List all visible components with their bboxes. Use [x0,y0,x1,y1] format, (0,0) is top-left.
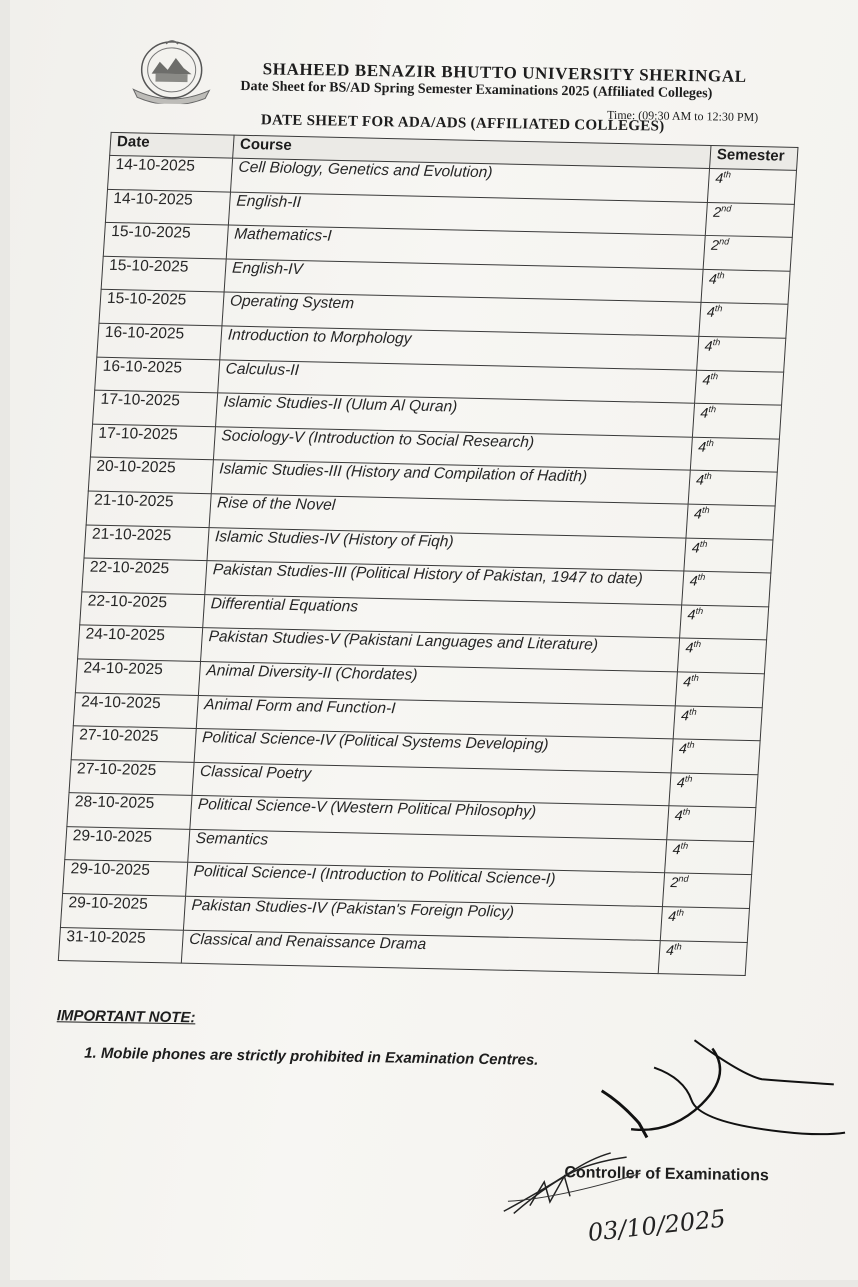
cell-course: Mathematics-I [226,225,705,269]
cell-semester [686,504,775,539]
cell-date: 29-10-2025 [63,860,188,896]
semester-number: 4 [684,639,694,656]
semester-number: 4 [674,807,684,824]
cell-date: 16-10-2025 [97,323,222,359]
semester-number: 4 [691,538,701,556]
cell-semester [665,840,754,875]
important-note-title: IMPORTANT NOTE: [56,1007,196,1027]
cell-semester [671,739,760,774]
semester-number: 4 [706,304,716,321]
semester-number: 4 [714,169,724,186]
semester-suffix: th [688,706,698,717]
cell-date: 20-10-2025 [88,457,213,493]
cell-date: 15-10-2025 [101,256,226,292]
cell-date: 22-10-2025 [82,558,207,594]
cell-semester [677,638,766,673]
cell-semester [688,470,777,505]
cell-semester [692,403,781,438]
cell-date: 15-10-2025 [103,223,228,259]
sheet-subtitle: Date Sheet for BS/AD Spring Semester Examinations 2025 (Affiliated Colleges) [240,78,713,102]
semester-suffix: th [676,907,685,918]
cell-course: Pakistan Studies-IV (Pakistan's Foreign Policy) [183,896,662,940]
cell-semester [695,370,784,405]
cell-date: 28-10-2025 [67,793,192,829]
cell-semester [669,772,758,807]
semester-suffix: th [703,471,713,482]
cell-course: English-II [228,192,707,236]
cell-course: Sociology-V (Introduction to Social Research) [213,427,692,471]
note-item: 1. Mobile phones are strictly prohibited in Examination Centres. [84,1044,539,1069]
exam-time: Time: (09:30 AM to 12:30 PM) [606,107,759,125]
semester-number: 4 [699,404,709,421]
cell-course: Political Science-IV (Political Systems Developing) [194,729,673,773]
semester-suffix: th [691,672,700,683]
semester-number: 4 [695,471,705,488]
university-logo [125,35,218,104]
cell-date: 22-10-2025 [80,592,205,628]
controller-title: Controller of Examinations [564,1164,769,1185]
cell-date: 16-10-2025 [95,357,220,393]
semester-number: 2 [712,203,722,220]
cell-course: Classical and Renaissance Drama [181,930,660,974]
semester-suffix: th [695,605,704,616]
semester-suffix: nd [678,873,689,885]
cell-course: Semantics [188,829,667,873]
sheet-title: DATE SHEET FOR ADA/ADS (AFFILIATED COLLEGES) [260,112,665,135]
semester-suffix: th [723,169,732,180]
cell-course: Political Science-V (Western Political Philosophy) [190,796,669,840]
cell-course: Differential Equations [203,594,682,638]
cell-date: 24-10-2025 [75,659,200,695]
cell-semester [658,940,747,975]
semester-number: 4 [665,941,675,958]
cell-course: Classical Poetry [192,762,671,806]
cell-date: 17-10-2025 [93,390,218,426]
cell-course: Animal Diversity-II (Chordates) [198,661,677,705]
cell-date: 24-10-2025 [73,692,198,728]
cell-semester [662,873,751,908]
controller-signature [500,1141,651,1223]
university-name: SHAHEED BENAZIR BHUTTO UNIVERSITY SHERINGAL [262,59,747,86]
semester-suffix: th [706,437,715,448]
semester-suffix: th [708,404,717,415]
semester-suffix: th [682,806,691,818]
cell-course: Islamic Studies-III (History and Compilation of Hadith) [211,460,690,504]
cell-semester [667,806,756,841]
cell-course: Islamic Studies-IV (History of Fiqh) [207,527,686,571]
cell-semester [701,269,790,304]
semester-number: 4 [678,740,688,757]
semester-suffix: nd [721,202,732,214]
semester-suffix: th [701,504,710,516]
cell-date: 27-10-2025 [71,726,196,762]
cell-date: 29-10-2025 [65,827,190,863]
cell-course: Political Science-I (Introduction to Political Science-I) [186,863,665,907]
cell-semester [675,672,764,707]
cell-semester [682,571,771,606]
cell-semester [684,538,773,573]
cell-course: Islamic Studies-II (Ulum Al Quran) [216,393,695,437]
semester-suffix: th [693,639,702,650]
semester-number: 2 [710,236,720,254]
semester-number: 4 [704,337,714,354]
semester-number: 4 [687,606,696,623]
cell-date: 21-10-2025 [86,491,211,527]
cell-date: 15-10-2025 [99,290,224,326]
semester-suffix: th [697,571,706,583]
cell-course: Cell Biology, Genetics and Evolution) [231,158,710,202]
table-body [58,155,796,975]
cell-date: 17-10-2025 [90,424,215,460]
cell-semester [673,705,762,740]
semester-suffix: th [716,269,725,281]
cell-course: Operating System [222,292,701,336]
semester-suffix: th [673,941,683,952]
semester-number: 4 [693,505,703,522]
cell-course: Pakistan Studies-III (Political History of Pakistan, 1947 to date) [205,561,684,605]
cell-course: Introduction to Morphology [220,326,699,370]
semester-suffix: th [680,840,689,851]
cell-semester [690,437,779,472]
cell-course: Rise of the Novel [209,494,688,538]
semester-number: 4 [702,371,711,388]
cell-date: 14-10-2025 [105,189,230,225]
cell-semester [697,336,786,371]
cell-date: 27-10-2025 [69,759,194,795]
semester-number: 4 [708,270,718,287]
cell-course: Animal Form and Function-I [196,695,675,739]
cell-date: 31-10-2025 [58,927,183,963]
cell-semester [703,236,792,271]
semester-suffix: th [684,773,693,784]
semester-number: 4 [667,908,677,925]
cell-course: Calculus-II [218,359,697,403]
semester-suffix: th [699,538,708,549]
header-date: Date [110,132,234,158]
cell-date: 21-10-2025 [84,525,209,561]
header-semester: Semester [710,146,798,171]
cell-course: English-IV [224,259,703,303]
cell-semester [705,202,794,237]
signature-mark [591,1033,851,1147]
semester-suffix: th [686,739,695,750]
signed-date: 03/10/2025 [586,1204,727,1247]
cell-semester [707,169,796,204]
semester-number: 2 [669,874,679,891]
cell-date: 24-10-2025 [78,625,203,661]
header-course: Course [233,135,711,168]
cell-date: 29-10-2025 [60,894,185,930]
semester-number: 4 [697,438,707,455]
cell-semester [699,303,788,338]
semester-number: 4 [680,706,690,723]
semester-number: 4 [689,572,699,589]
date-sheet-table [58,132,799,976]
semester-suffix: nd [718,236,730,247]
semester-suffix: th [712,337,721,348]
cell-course: Pakistan Studies-V (Pakistani Languages and Literature) [201,628,680,672]
semester-suffix: th [710,370,719,381]
cell-date: 14-10-2025 [108,155,233,191]
semester-number: 4 [682,673,692,690]
semester-suffix: th [714,303,723,314]
cell-semester [680,605,769,640]
cell-semester [660,907,749,942]
semester-number: 4 [672,840,681,858]
semester-number: 4 [676,773,686,790]
